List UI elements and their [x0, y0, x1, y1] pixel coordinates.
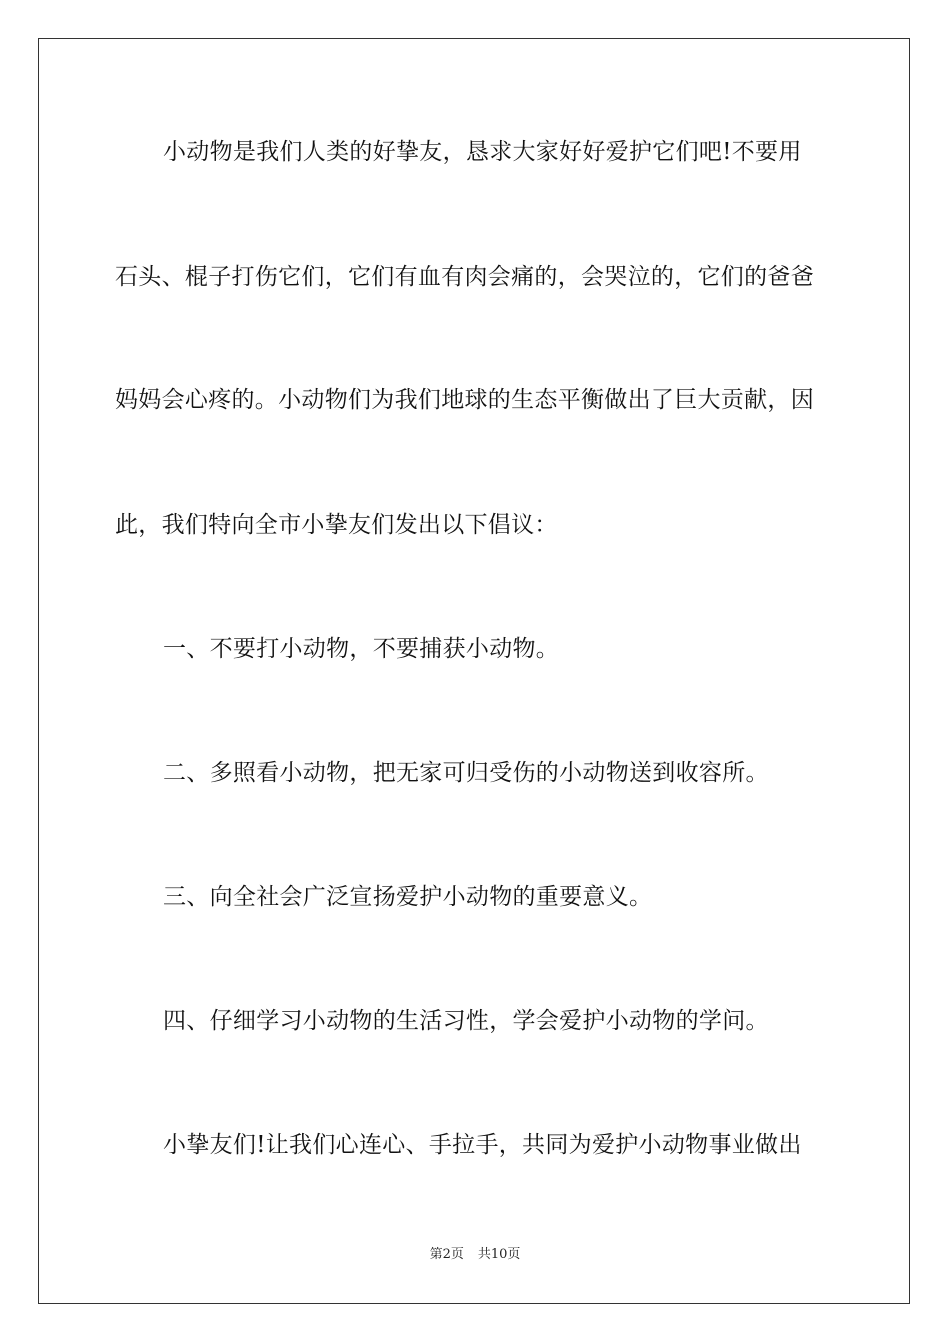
closing-line: 小挚友们!让我们心连心、手拉手，共同为爱护小动物事业做出 [163, 1132, 802, 1158]
page-border [38, 38, 910, 1304]
proposal-item-2: 二、多照看小动物，把无家可归受伤的小动物送到收容所。 [163, 760, 769, 786]
paragraph-line-4: 此，我们特向全市小挚友们发出以下倡议： [115, 512, 558, 538]
page-number-total: 共10页 [477, 1247, 521, 1262]
paragraph-line-3: 妈妈会心疼的。小动物们为我们地球的生态平衡做出了巨大贡献，因 [115, 387, 814, 413]
paragraph-line-1: 小动物是我们人类的好挚友，恳求大家好好爱护它们吧!不要用 [163, 139, 802, 165]
page-footer [0, 1246, 950, 1264]
proposal-item-4: 四、仔细学习小动物的生活习性，学会爱护小动物的学问。 [163, 1008, 769, 1034]
proposal-item-1: 一、不要打小动物，不要捕获小动物。 [163, 636, 560, 662]
proposal-item-3: 三、向全社会广泛宣扬爱护小动物的重要意义。 [163, 884, 653, 910]
paragraph-line-2: 石头、棍子打伤它们，它们有血有肉会痛的，会哭泣的，它们的爸爸 [115, 264, 814, 290]
page-number-current: 第2页 [429, 1247, 464, 1262]
